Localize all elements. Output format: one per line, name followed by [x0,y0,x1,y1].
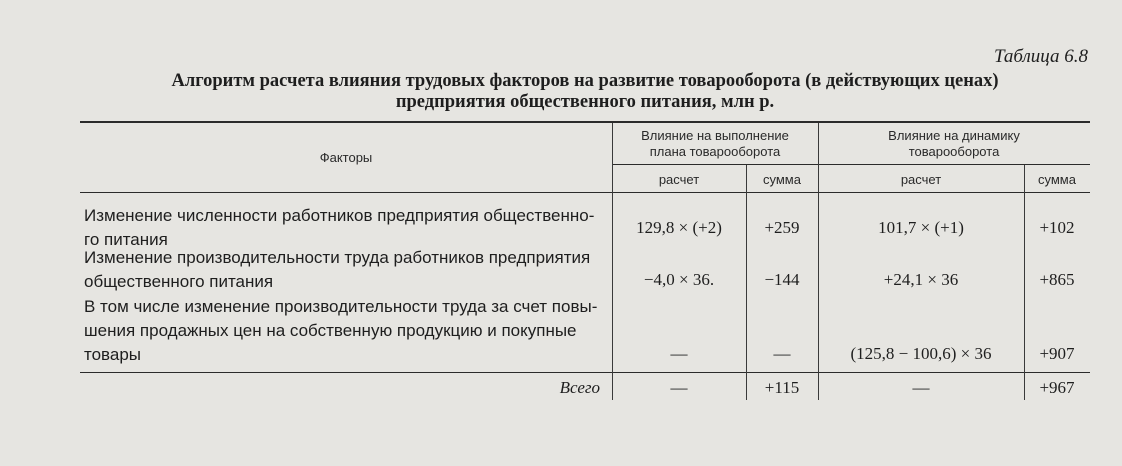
row-3-plan-calc: — [670,344,688,363]
header-plan-line1: Влияние на выполнение [641,128,789,143]
header-dyn-line1: Влияние на динамику [888,128,1020,143]
row-1-plan-calc: 129,8 × (+2) [636,218,722,237]
header-bottom-rule [80,192,1090,193]
header-factors: Факторы [319,150,373,165]
row-1-dyn-calc: 101,7 × (+1) [878,218,964,237]
row-1-dyn-sum: +102 [1039,218,1075,237]
total-label: Всего [559,378,600,397]
row-2-plan-calc: −4,0 × 36. [643,270,715,289]
table-top-rule [80,121,1090,123]
table-number: Таблица 6.8 [994,46,1088,67]
total-dyn-sum: +967 [1039,378,1075,397]
factor-line: Изменение численности работников предприятия общественно- [84,206,595,225]
factor-line: В том числе изменение производительности труда за счет повы- [84,297,598,316]
total-dyn-calc: — [912,378,930,397]
factor-line: товары [84,345,142,364]
row-3-plan-sum: — [773,344,791,363]
table-title-line1: Алгоритм расчета влияния трудовых факторов на развитие товарооборота (в действующих ценах) [171,71,999,91]
total-plan-calc: — [670,378,688,397]
factor-line: го питания [84,230,168,249]
header-dynamics-influence [818,128,1090,160]
row-2-dyn-sum: +865 [1039,270,1075,289]
table-row-1-factor [84,204,594,252]
header-plan-sum: сумма [763,172,801,187]
table-row-3-factor [84,295,597,367]
header-dyn-sum: сумма [1038,172,1076,187]
header-plan-calc: расчет [658,172,700,187]
header-mid-rule [612,164,1090,165]
factor-line: шения продажных цен на собственную продукцию и покупные [84,321,577,340]
factor-line: общественного питания [84,272,274,291]
header-plan-line2: плана товарооборота [649,144,781,159]
header-dyn-line2: товарооборота [908,144,1000,159]
row-2-dyn-calc: +24,1 × 36 [883,270,959,289]
total-plan-sum: +115 [764,378,800,397]
row-1-plan-sum: +259 [764,218,800,237]
row-2-plan-sum: −144 [764,270,800,289]
table-title-line2: предприятия общественного питания, млн р. [395,92,775,112]
body-bottom-rule [80,372,1090,373]
row-3-dyn-calc: (125,8 − 100,6) × 36 [850,344,992,363]
table-row-2-factor [84,246,590,294]
factor-line: Изменение производительности труда работников предприятия [84,248,591,267]
header-plan-influence [612,128,818,160]
header-dyn-calc: расчет [900,172,942,187]
row-3-dyn-sum: +907 [1039,344,1075,363]
